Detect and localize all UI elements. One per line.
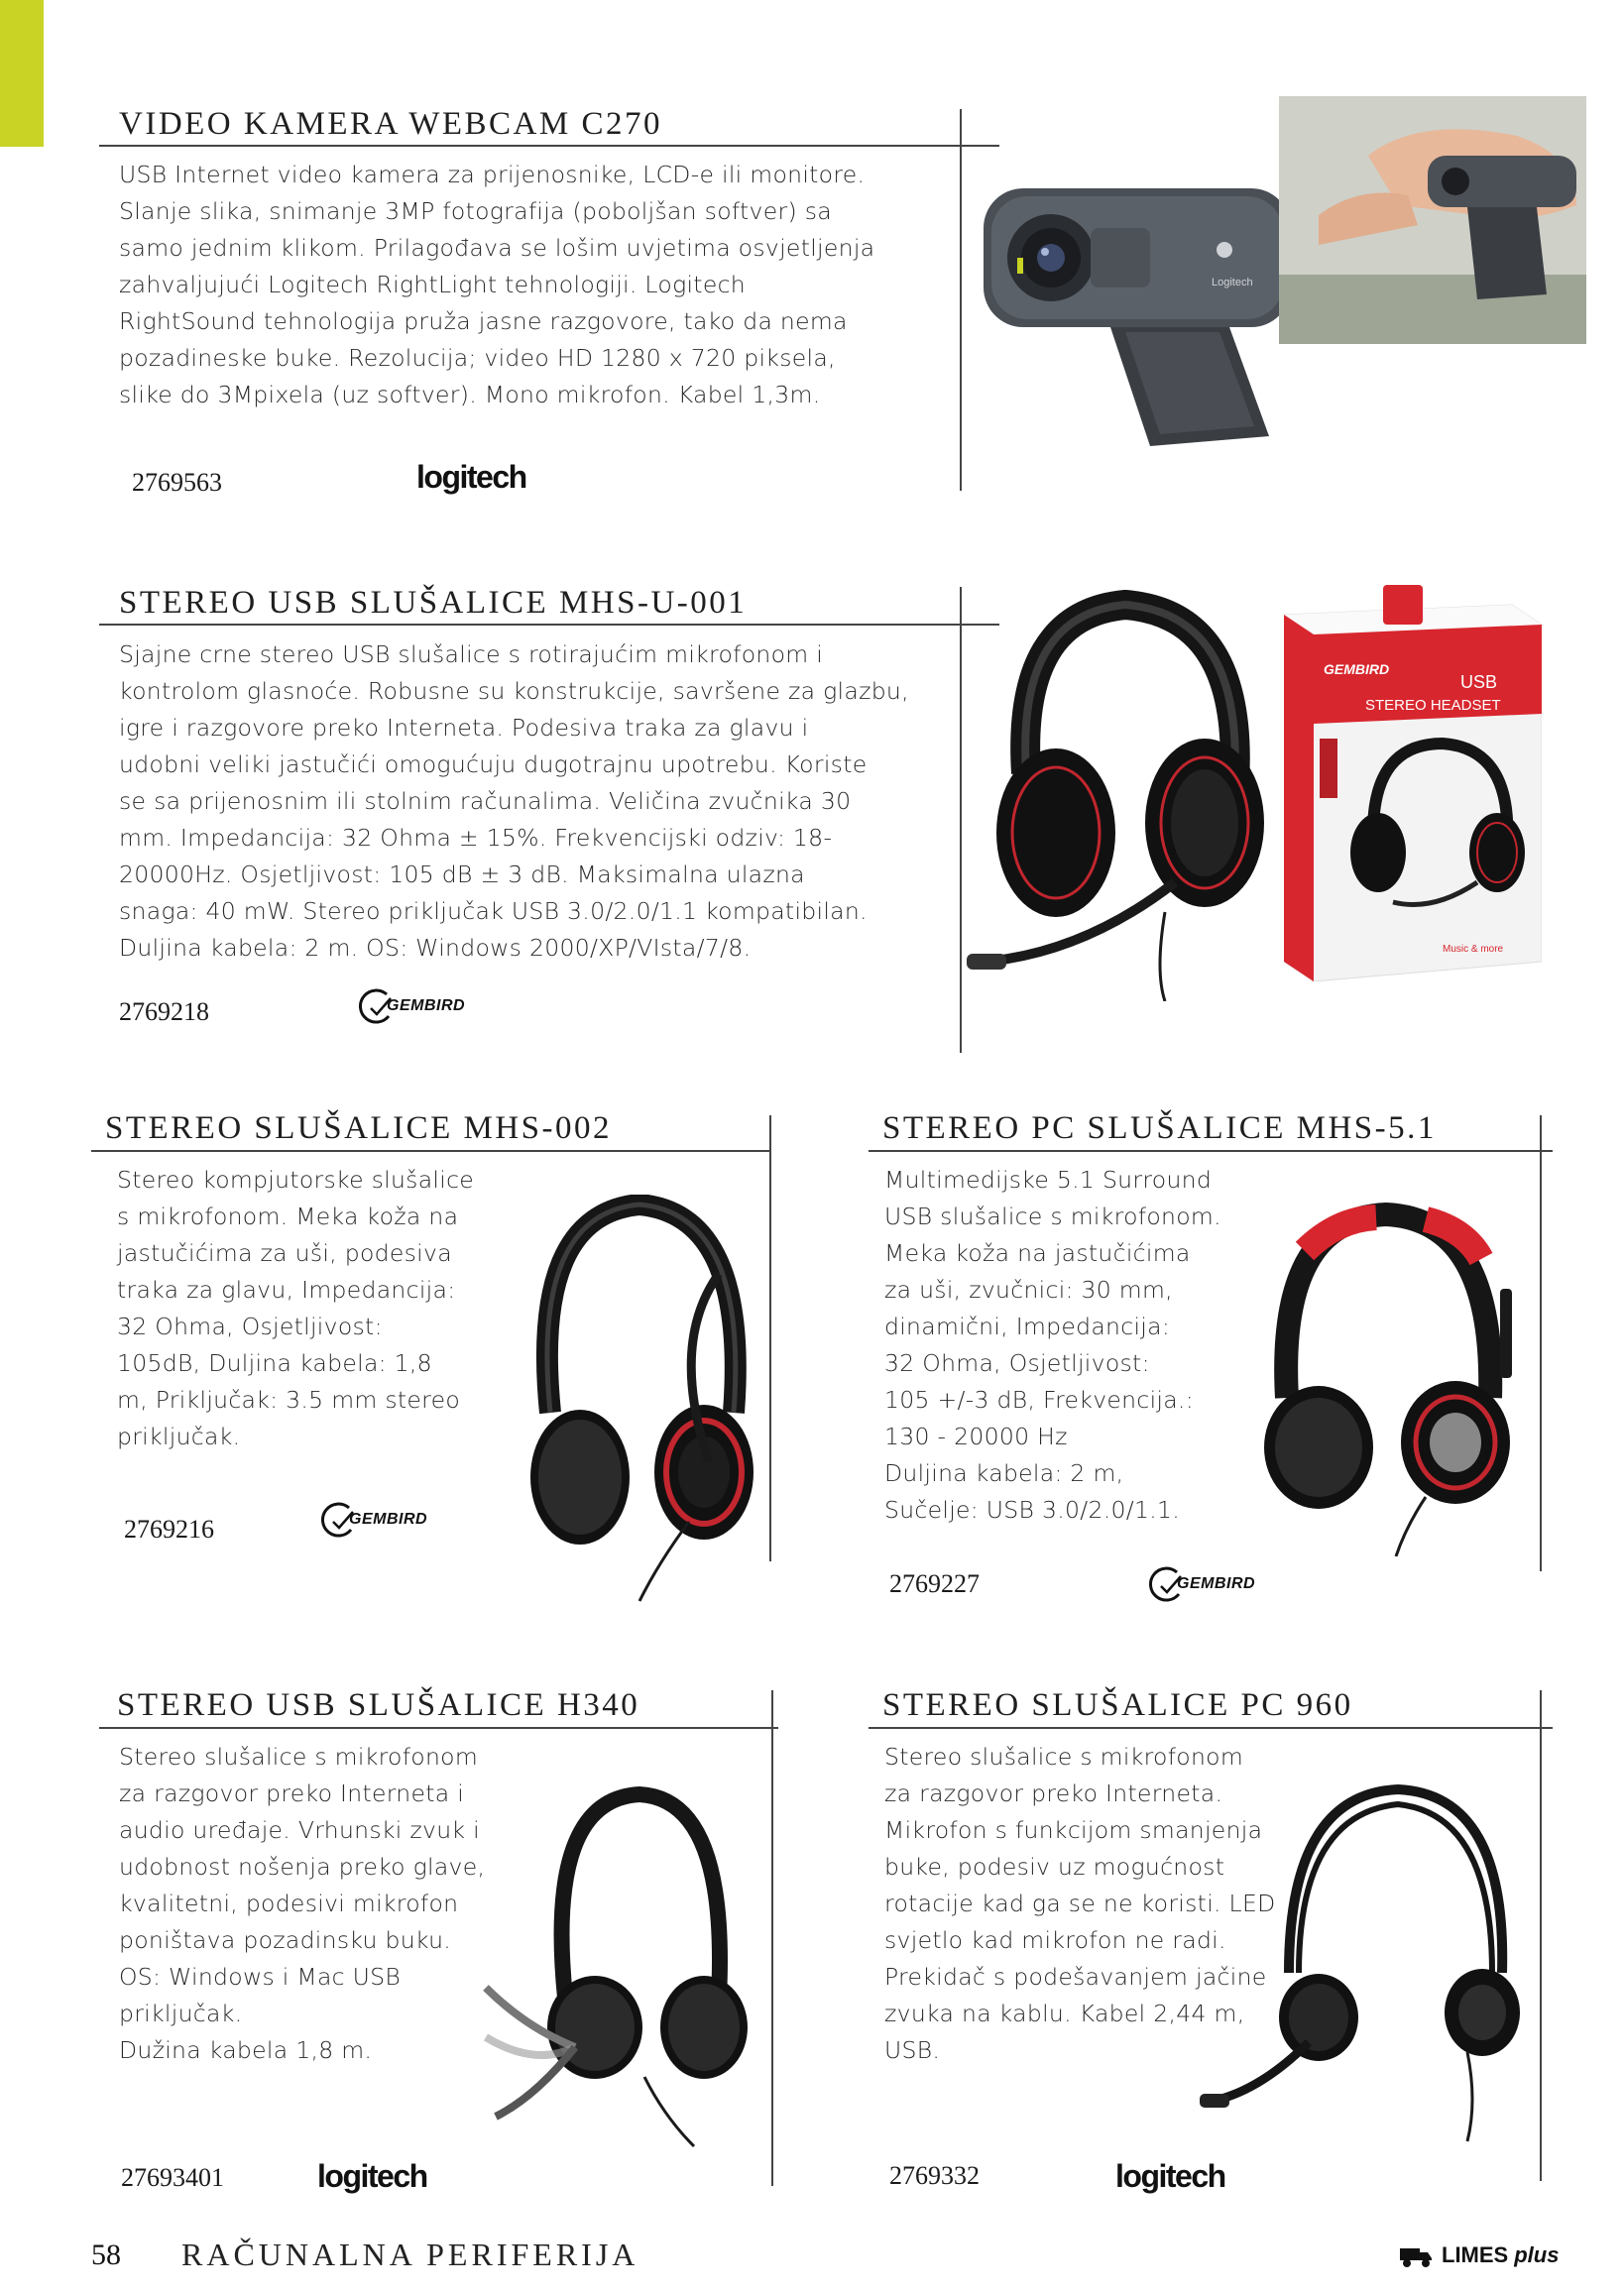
page-number: 58: [91, 2238, 121, 2271]
column-rule: [960, 587, 962, 1053]
title-rule: [99, 145, 999, 147]
product-title: STEREO PC SLUŠALICE MHS-5.1: [882, 1110, 1437, 1146]
section-color-tab: [0, 0, 44, 147]
product-description: Stereo slušalice s mikrofonom za razgovor preko Interneta i audio uređaje. Vrhunski zvuk i udobnost nošenja preko glave, kvalitetni, podesivi mikrofon poništava pozadinsku buku. OS: Windows i Mac USB priključak. Dužina kabela 1,8 m.: [119, 1743, 486, 2064]
title-rule: [869, 1150, 1553, 1152]
product-title: VIDEO KAMERA WEBCAM C270: [119, 106, 662, 142]
product-description: Multimedijske 5.1 Surround USB slušalice s mikrofonom. Meka koža na jastučićima za uši, zvučnici: 30 mm, dinamični, Impedancija: 32 Ohma, Osjetljivost: 105 +/-3 dB, Frekvencija.: 130 - 20000 Hz Duljina kabela: 2 m, Sučelje: USB 3.0/2.0/1.1.: [884, 1166, 1221, 1524]
product-code: 2769332: [889, 2161, 980, 2190]
column-rule: [771, 1690, 773, 2186]
headset-mhs-002-image: [511, 1195, 758, 1611]
headset-mhs-51-image: [1247, 1200, 1525, 1556]
column-rule: [1540, 1115, 1542, 1571]
section-title: RAČUNALNA PERIFERIJA: [181, 2237, 639, 2272]
product-description: Stereo slušalice s mikrofonom za razgovor preko Interneta. Mikrofon s funkcijom smanjenja buke, podesiv uz mogućnost rotacije kad ga se ne koristi. LED svjetlo kad mikrofon ne radi. Prekidač s podešavanjem jačine zvuka na kablu. Kabel 2,44 m, USB.: [884, 1743, 1276, 2064]
column-rule: [1540, 1690, 1542, 2181]
logitech-logo: logitech: [416, 459, 526, 495]
product-code: 2769227: [889, 1569, 980, 1598]
logitech-logo: logitech: [1115, 2158, 1225, 2194]
product-code: 27693401: [121, 2163, 224, 2192]
product-title: STEREO SLUŠALICE PC 960: [882, 1687, 1353, 1723]
product-title: STEREO USB SLUŠALICE MHS-U-001: [119, 585, 748, 621]
product-code: 2769218: [119, 997, 209, 1026]
title-rule: [99, 1727, 778, 1729]
title-rule: [91, 1150, 771, 1152]
webcam-image: [982, 178, 1299, 456]
product-code: 2769563: [132, 468, 222, 497]
product-title: STEREO SLUŠALICE MHS-002: [105, 1110, 613, 1146]
headset-h340-image: [466, 1779, 763, 2156]
limes-plus-logo: LIMES plus: [1398, 2242, 1559, 2268]
svg-text:STEREO HEADSET: STEREO HEADSET: [1365, 697, 1501, 714]
title-rule: [99, 624, 999, 626]
gembird-logo: GEMBIRD: [1147, 1564, 1255, 1604]
column-rule: [960, 109, 962, 491]
headset-mhs-u-001-image: [967, 585, 1284, 1001]
gembird-logo: GEMBIRD: [319, 1500, 427, 1540]
product-description: Sjajne crne stereo USB slušalice s rotirajućim mikrofonom i kontrolom glasnoće. Robusne su konstrukcije, savršene za glazbu, igre i razgovore preko Interneta. Podesiva traka za glavu i udobni veliki jastučići omogućuju dugotrajnu upotrebu. Koriste se sa prijenosnim ili stolnim računalima. Veličina zvučnika 30 mm. Impedancija: 32 Ohma ± 15%. Frekvencijski odziv: 18- 20000Hz. Osjetljivost: 105 dB ± 3 dB. Maksimalna ulazna snaga: 40 mW. Stereo priključak USB 3.0/2.0/1.1 kompatibilan. Duljina kabela: 2 m. OS: Windows 2000/XP/VIsta/7/8.: [119, 640, 909, 962]
svg-text:Logitech: Logitech: [1212, 277, 1253, 288]
product-code: 2769216: [124, 1515, 214, 1544]
headset-pc960-image: [1200, 1775, 1537, 2151]
svg-text:USB: USB: [1460, 672, 1498, 692]
product-box-image: [1284, 585, 1542, 981]
truck-icon: [1398, 2242, 1436, 2268]
column-rule: [769, 1115, 771, 1561]
product-title: STEREO USB SLUŠALICE H340: [117, 1687, 640, 1723]
svg-text:GEMBIRD: GEMBIRD: [1324, 661, 1390, 677]
svg-text:Music & more: Music & more: [1443, 944, 1504, 955]
product-description: Stereo kompjutorske slušalice s mikrofonom. Meka koža na jastučićima za uši, podesiva traka za glavu, Impedancija: 32 Ohma, Osjetljivost: 105dB, Duljina kabela: 1,8 m, Priključak: 3.5 mm stereo priključak.: [117, 1166, 475, 1450]
title-rule: [869, 1727, 1553, 1729]
gembird-logo: GEMBIRD: [357, 986, 465, 1026]
product-description: USB Internet video kamera za prijenosnike, LCD-e ili monitore. Slanje slika, snimanje 3MP fotografija (poboljšan softver) sa samo jednim klikom. Prilagođava se lošim uvjetima osvjetljenja zahvaljujući Logitech RightLight tehnologiji. Logitech RightSound tehnologija pruža jasne razgovore, tako da nema pozadineske buke. Rezolucija; video HD 1280 x 720 piksela, slike do 3Mpixela (uz softver). Mono mikrofon. Kabel 1,3m.: [119, 161, 875, 408]
webcam-in-hand-image: [1279, 96, 1586, 344]
logitech-logo: logitech: [317, 2158, 427, 2194]
